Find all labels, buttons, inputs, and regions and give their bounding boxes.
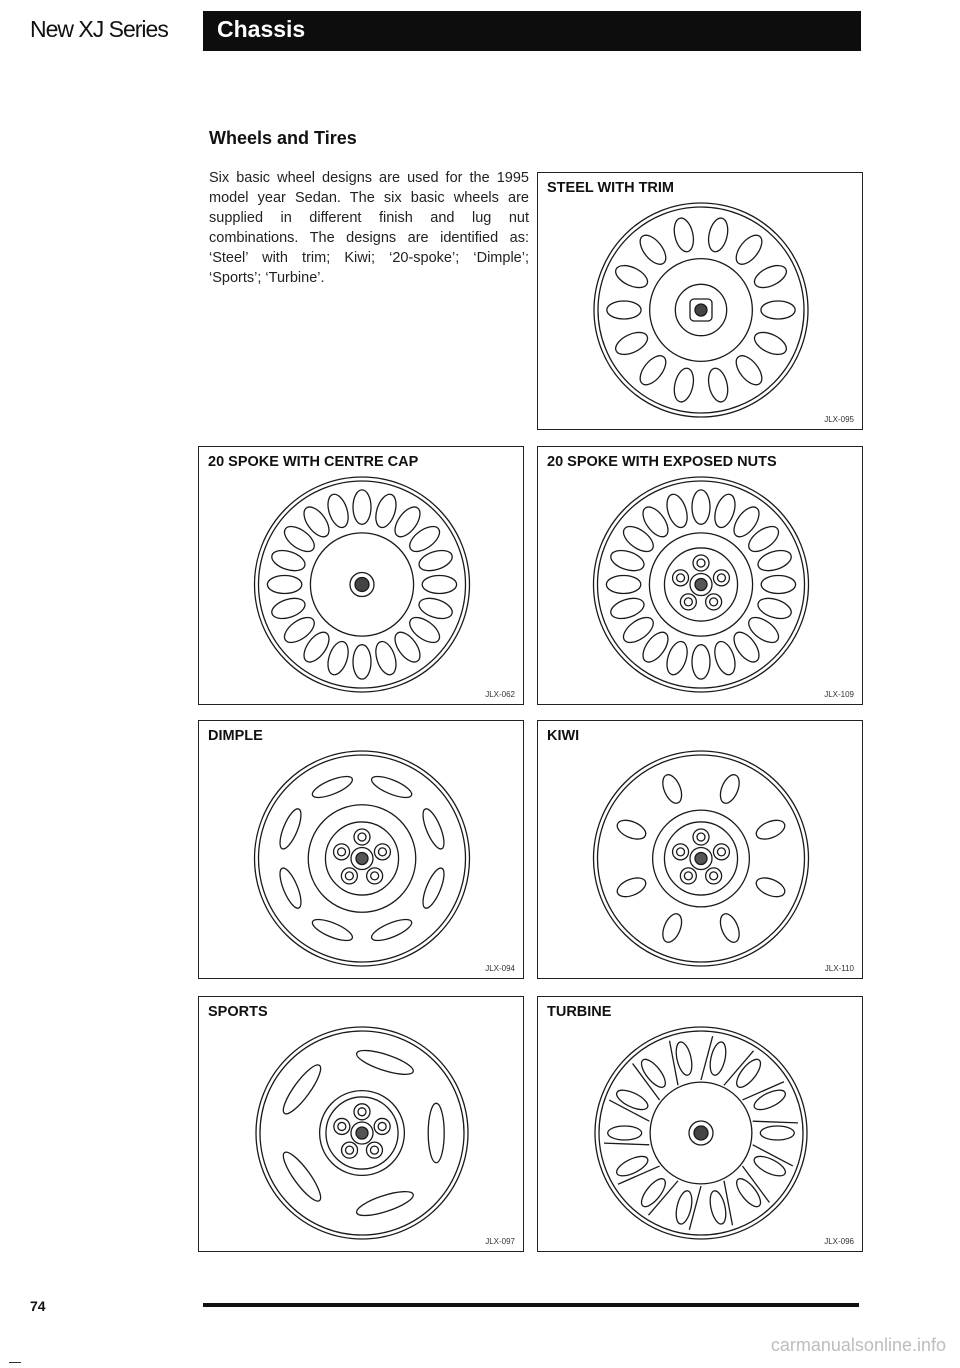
figure-code: JLX-109 — [824, 690, 854, 699]
turbine-vane — [604, 1143, 649, 1145]
lug-nut — [693, 829, 709, 845]
wheel-pocket — [614, 1152, 651, 1179]
figure-label: 20 SPOKE WITH CENTRE CAP — [208, 454, 419, 470]
wheel-illustration — [199, 447, 525, 706]
wheel-pocket — [614, 1086, 651, 1113]
header-chapter-bar — [203, 11, 861, 51]
lug-nut — [680, 868, 696, 884]
wheel-pocket — [608, 1126, 642, 1140]
figure-code: JLX-096 — [824, 1237, 854, 1246]
wheel-pocket — [422, 576, 456, 594]
lug-nut — [341, 868, 357, 884]
wheel-illustration — [538, 173, 864, 431]
sports-slot — [354, 1046, 415, 1080]
wheel-illustration — [199, 997, 525, 1253]
sports-slot — [278, 1061, 326, 1118]
wheel-pocket — [751, 261, 790, 292]
kiwi-oval — [754, 817, 788, 843]
figure-dimple — [198, 720, 524, 979]
figure-code: JLX-110 — [824, 964, 854, 973]
centre-cap-emblem — [694, 1126, 708, 1140]
dimple-slot — [369, 772, 414, 801]
lug-nut — [680, 594, 696, 610]
figure-steel-with-trim — [537, 172, 863, 430]
jaguar-emblem-head — [695, 579, 707, 591]
lug-nut-inner — [710, 872, 718, 880]
jaguar-emblem-head — [356, 853, 368, 865]
lug-nut — [367, 868, 383, 884]
figure-20-spoke-exposed-nuts — [537, 446, 863, 705]
page-number: 74 — [30, 1298, 46, 1314]
wheel-pocket — [612, 328, 651, 359]
lug-nut — [354, 829, 370, 845]
lug-nut-inner — [346, 1146, 354, 1154]
wheel-pocket — [706, 216, 731, 253]
wheel-pocket — [731, 351, 766, 389]
wheel-pocket — [761, 576, 795, 594]
wheel-pocket — [671, 216, 696, 253]
dimple-slot — [369, 915, 414, 944]
lug-nut-inner — [371, 872, 379, 880]
dimple-slot — [310, 915, 355, 944]
wheel-pocket — [635, 351, 670, 389]
dimple-slot — [276, 806, 305, 851]
figure-kiwi — [537, 720, 863, 979]
lug-nut-inner — [677, 574, 685, 582]
lug-nut-inner — [677, 848, 685, 856]
wheel-pocket — [733, 1056, 765, 1091]
lug-nut — [673, 844, 689, 860]
figure-code: JLX-062 — [485, 690, 515, 699]
header-chapter: Chassis — [217, 16, 306, 42]
lug-nut-inner — [697, 559, 705, 567]
wheel-pocket — [692, 645, 710, 679]
wheel-pocket — [706, 366, 731, 403]
wheel-pocket — [692, 490, 710, 524]
lug-nut — [706, 868, 722, 884]
wheel-pocket — [637, 1175, 669, 1210]
figure-code: JLX-095 — [824, 415, 854, 424]
lug-nut — [334, 844, 350, 860]
kiwi-oval — [615, 874, 649, 900]
figure-20-spoke-centre-cap — [198, 446, 524, 705]
lug-nut-inner — [358, 833, 366, 841]
lug-nut — [713, 570, 729, 586]
wheel-pocket — [635, 231, 670, 269]
lug-nut-inner — [358, 1108, 366, 1116]
kiwi-oval — [615, 817, 649, 843]
lug-nut — [713, 844, 729, 860]
lug-nut-inner — [338, 848, 346, 856]
figure-sports — [198, 996, 524, 1252]
lug-nut — [374, 1118, 390, 1134]
lug-nut-inner — [684, 872, 692, 880]
jaguar-badge-head — [695, 304, 707, 316]
lug-nut — [693, 555, 709, 571]
figure-label: STEEL WITH TRIM — [547, 180, 675, 196]
wheel-illustration — [199, 721, 525, 980]
centre-cap-emblem — [355, 578, 369, 592]
dimple-slot — [310, 772, 355, 801]
wheel-pocket — [733, 1175, 765, 1210]
dimple-slot — [419, 866, 448, 911]
lug-nut-inner — [338, 1122, 346, 1130]
wheel-pocket — [751, 1086, 788, 1113]
kiwi-oval — [717, 772, 743, 806]
figure-code: JLX-094 — [485, 964, 515, 973]
header-series: New XJ Series — [30, 16, 168, 42]
lug-nut-inner — [697, 833, 705, 841]
watermark: carmanualsonline.info — [770, 1335, 946, 1355]
wheel-pocket — [707, 1189, 728, 1225]
dimple-slot — [419, 806, 448, 851]
lug-nut — [374, 844, 390, 860]
lug-nut — [354, 1104, 370, 1120]
wheel-pocket — [267, 576, 301, 594]
turbine-vane — [753, 1145, 793, 1166]
lug-nut-inner — [684, 598, 692, 606]
figure-label: 20 SPOKE WITH EXPOSED NUTS — [547, 454, 777, 470]
sports-slot — [428, 1103, 444, 1162]
jaguar-emblem-head — [356, 1127, 368, 1139]
lug-nut-inner — [378, 1122, 386, 1130]
lug-nut-inner — [378, 848, 386, 856]
wheel-illustration — [538, 721, 864, 980]
lug-nut-inner — [717, 848, 725, 856]
lug-nut-inner — [370, 1146, 378, 1154]
sports-slot — [278, 1148, 326, 1205]
wheel-pocket — [606, 576, 640, 594]
wheel-pocket — [607, 301, 641, 319]
wheel-pocket — [751, 1152, 788, 1179]
section-title: Wheels and Tires — [209, 128, 357, 148]
lug-nut-inner — [710, 598, 718, 606]
footer-rule — [203, 1303, 859, 1307]
wheel-pocket — [353, 645, 371, 679]
wheel-pocket — [353, 490, 371, 524]
lug-nut-inner — [345, 872, 353, 880]
wheel-pocket — [671, 366, 696, 403]
wheel-pocket — [637, 1056, 669, 1091]
wheel-pocket — [760, 1126, 794, 1140]
jaguar-emblem-head — [695, 853, 707, 865]
kiwi-oval — [659, 772, 685, 806]
lug-nut-inner — [717, 574, 725, 582]
figure-label: DIMPLE — [208, 728, 263, 744]
turbine-vane — [753, 1121, 798, 1123]
turbine-vane — [609, 1100, 649, 1121]
figure-label: SPORTS — [208, 1004, 268, 1020]
dimple-slot — [276, 866, 305, 911]
intro-paragraph: Six basic wheel designs are used for the 1995 model year Sedan. The six basic wheels are supplied in different finish and lug nut combinations. The designs are identified as: ‘Steel’ with trim; Kiwi; ‘20-spoke’; ‘Dimple’; ‘Sports’; ‘Turbine’. — [209, 170, 529, 286]
wheel-illustration — [538, 447, 864, 706]
wheel-pocket — [612, 261, 651, 292]
figure-label: TURBINE — [547, 1004, 612, 1020]
kiwi-oval — [659, 911, 685, 945]
wheel-illustration — [538, 997, 864, 1253]
corner-mark — [9, 1362, 21, 1363]
lug-nut — [706, 594, 722, 610]
sports-slot — [354, 1187, 415, 1221]
wheel-pocket — [731, 231, 766, 269]
figure-turbine — [537, 996, 863, 1252]
lug-nut — [673, 570, 689, 586]
figure-label: KIWI — [547, 728, 580, 744]
lug-nut — [334, 1118, 350, 1134]
kiwi-oval — [754, 874, 788, 900]
figure-code: JLX-097 — [485, 1237, 515, 1246]
lug-nut — [342, 1142, 358, 1158]
wheel-pocket — [761, 301, 795, 319]
turbine-vane — [648, 1181, 678, 1215]
kiwi-oval — [717, 911, 743, 945]
lug-nut — [366, 1142, 382, 1158]
wheel-pocket — [751, 328, 790, 359]
wheel-pocket — [673, 1041, 694, 1077]
turbine-vane — [724, 1051, 754, 1085]
